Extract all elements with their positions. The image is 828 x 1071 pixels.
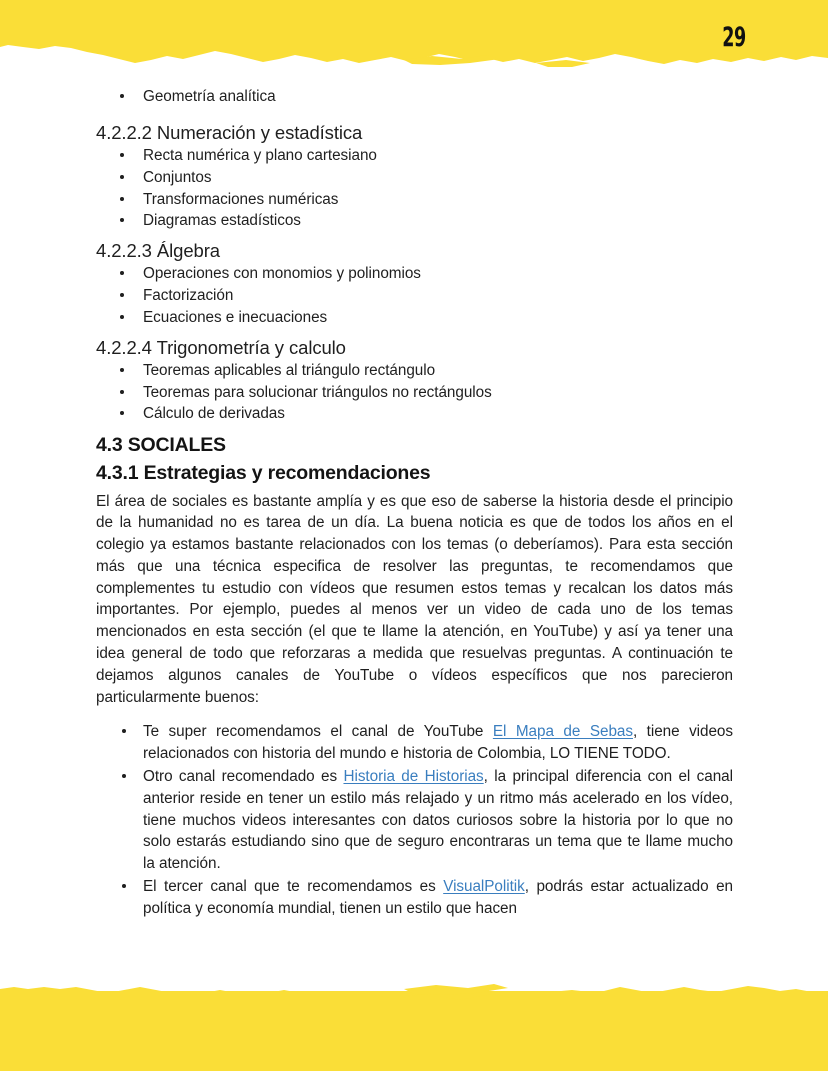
list-item: Recta numérica y plano cartesiano	[0, 145, 828, 167]
heading-4-2-2-4: 4.2.2.4 Trigonometría y calculo	[96, 336, 346, 358]
recommendations-list	[0, 721, 828, 919]
recommendation-text-before: Te super recomendamos el canal de YouTube	[143, 723, 493, 741]
recommendation-text-before: El tercer canal que te recomendamos es	[143, 878, 444, 896]
recommendation-text-after: , tiene videos relacionados con historia del mundo e historia de Colombia, LO TIENE TODO.	[143, 723, 733, 763]
list-item: Operaciones con monomios y polinomios	[0, 263, 828, 285]
list-item: Transformaciones numéricas	[0, 189, 828, 211]
list-item: Teoremas para solucionar triángulos no rectángulos	[0, 382, 828, 404]
list-item: Cálculo de derivadas	[0, 403, 828, 425]
list-item: Conjuntos	[0, 167, 828, 189]
heading-4-3-sociales: 4.3 SOCIALES	[96, 434, 226, 457]
link-historia-de-historias[interactable]: Historia de Historias	[343, 768, 484, 786]
list-4-2-2-4	[0, 360, 828, 425]
list-item: Teoremas aplicables al triángulo rectángulo	[0, 360, 828, 382]
recommendation-text-after: , la principal diferencia con el canal anterior reside en tener un estilo más relajado y un ritmo más acelerado en los vídeo, tiene muchos videos interesantes con datos curiosos sobre la historia por lo que no solo estarás estudiando sino que de seguro encontraras un tema que te llame mucho la atención.	[143, 768, 733, 873]
page-number: 29	[722, 22, 746, 53]
heading-4-3-1-estrategias: 4.3.1 Estrategias y recomendaciones	[96, 461, 431, 484]
list-item	[0, 766, 828, 875]
heading-4-2-2-3: 4.2.2.3 Álgebra	[96, 240, 220, 261]
list-item: Factorización	[0, 285, 828, 307]
link-visualpolitik[interactable]: VisualPolitik	[443, 878, 525, 896]
list-item: Geometría analítica	[0, 86, 828, 108]
list-item: Diagramas estadísticos	[0, 210, 828, 232]
footer-torn-edge	[0, 975, 828, 1015]
document-content	[0, 86, 828, 921]
list-item	[0, 721, 828, 765]
list-item	[0, 876, 828, 920]
sociales-paragraph: El área de sociales es bastante amplía y es que eso de saberse la historia desde el principio de la humanidad no es tarea de un día. La buena noticia es que de todos los años en el colegio ya estamos bastante relacionados con los temas (o deberíamos). Para esta sección más que una técnica especifica de resolver las preguntas, te recomendamos que complementes tu estudio con vídeos que resumen estos temas y recalcan los datos más importantes. Por ejemplo, puedes al menos ver un video de cada uno de los temas mencionados en esta sección (el que te llame la atención, en YouTube) y así ya tener una idea general de todo que reforzaras a medida que resuelvas preguntas. A continuación te dejamos algunos canales de YouTube o vídeos específicos que nos parecieron particularmente buenos:	[96, 492, 733, 706]
recommendation-text-before: Otro canal recomendado es	[143, 768, 344, 786]
list-4-2-2-2	[0, 145, 828, 232]
header-torn-edge	[0, 36, 828, 76]
geometry-list	[0, 86, 828, 108]
recommendation-text-after: , podrás estar actualizado en política y economía mundial, tienen un estilo que hacen	[143, 878, 734, 917]
heading-4-2-2-2: 4.2.2.2 Numeración y estadística	[96, 121, 363, 143]
list-item: Ecuaciones e inecuaciones	[0, 307, 828, 329]
link-el-mapa-de-sebas[interactable]: El Mapa de Sebas	[492, 723, 633, 741]
list-4-2-2-3	[0, 263, 828, 328]
